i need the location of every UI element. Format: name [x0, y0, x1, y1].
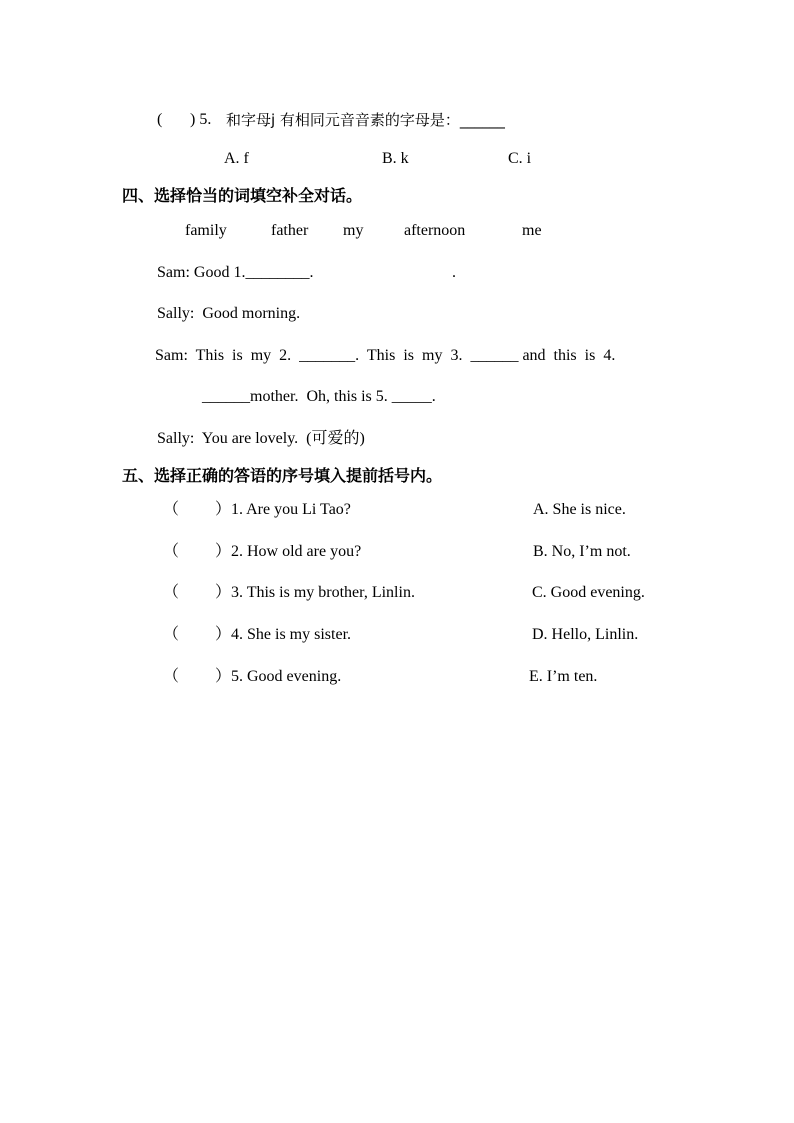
answer-paren: （ ） — [163, 626, 232, 643]
word-bank-item: me — [522, 222, 542, 239]
question-paren-open: ( — [157, 111, 163, 128]
dialog-line: Sam: Good 1.________. — [157, 264, 314, 281]
match-answer: C. Good evening. — [532, 584, 645, 601]
word-bank-item: family — [185, 222, 227, 239]
match-answer: D. Hello, Linlin. — [532, 626, 639, 643]
match-question: 3. This is my brother, Linlin. — [231, 584, 415, 601]
word-bank-item: my — [343, 222, 364, 239]
question-number: ) 5. — [190, 111, 212, 128]
match-question: 1. Are you Li Tao? — [231, 501, 351, 518]
answer-paren: （ ） — [163, 501, 232, 518]
dialog-line: ______mother. Oh, this is 5. _____. — [202, 388, 436, 405]
dialog-stray-period: . — [452, 264, 456, 281]
dialog-line: Sam: This is my 2. _______. This is my 3. ______ and this is 4. — [155, 347, 616, 364]
option-a: A. f — [224, 150, 249, 167]
option-b: B. k — [382, 150, 409, 167]
dialog-line: Sally: You are lovely. (可爱的) — [157, 430, 365, 447]
section-heading-5: 五、选择正确的答语的序号填入提前括号内。 — [122, 466, 443, 485]
dialog-line: Sally: Good morning. — [157, 305, 301, 322]
question-text: 和字母j 有相同元音音素的字母是：______ — [226, 111, 505, 129]
match-question: 5. Good evening. — [231, 668, 342, 685]
match-answer: E. I’m ten. — [529, 668, 598, 685]
answer-paren: （ ） — [163, 543, 232, 560]
word-bank-item: afternoon — [404, 222, 466, 239]
option-c: C. i — [508, 150, 532, 167]
word-bank-item: father — [271, 222, 309, 239]
match-question: 2. How old are you? — [231, 543, 362, 560]
section-heading-4: 四、选择恰当的词填空补全对话。 — [122, 186, 363, 205]
answer-paren: （ ） — [163, 584, 232, 601]
match-answer: A. She is nice. — [533, 501, 626, 518]
answer-paren: （ ） — [163, 668, 232, 685]
match-answer: B. No, I’m not. — [533, 543, 631, 560]
match-question: 4. She is my sister. — [231, 626, 352, 643]
